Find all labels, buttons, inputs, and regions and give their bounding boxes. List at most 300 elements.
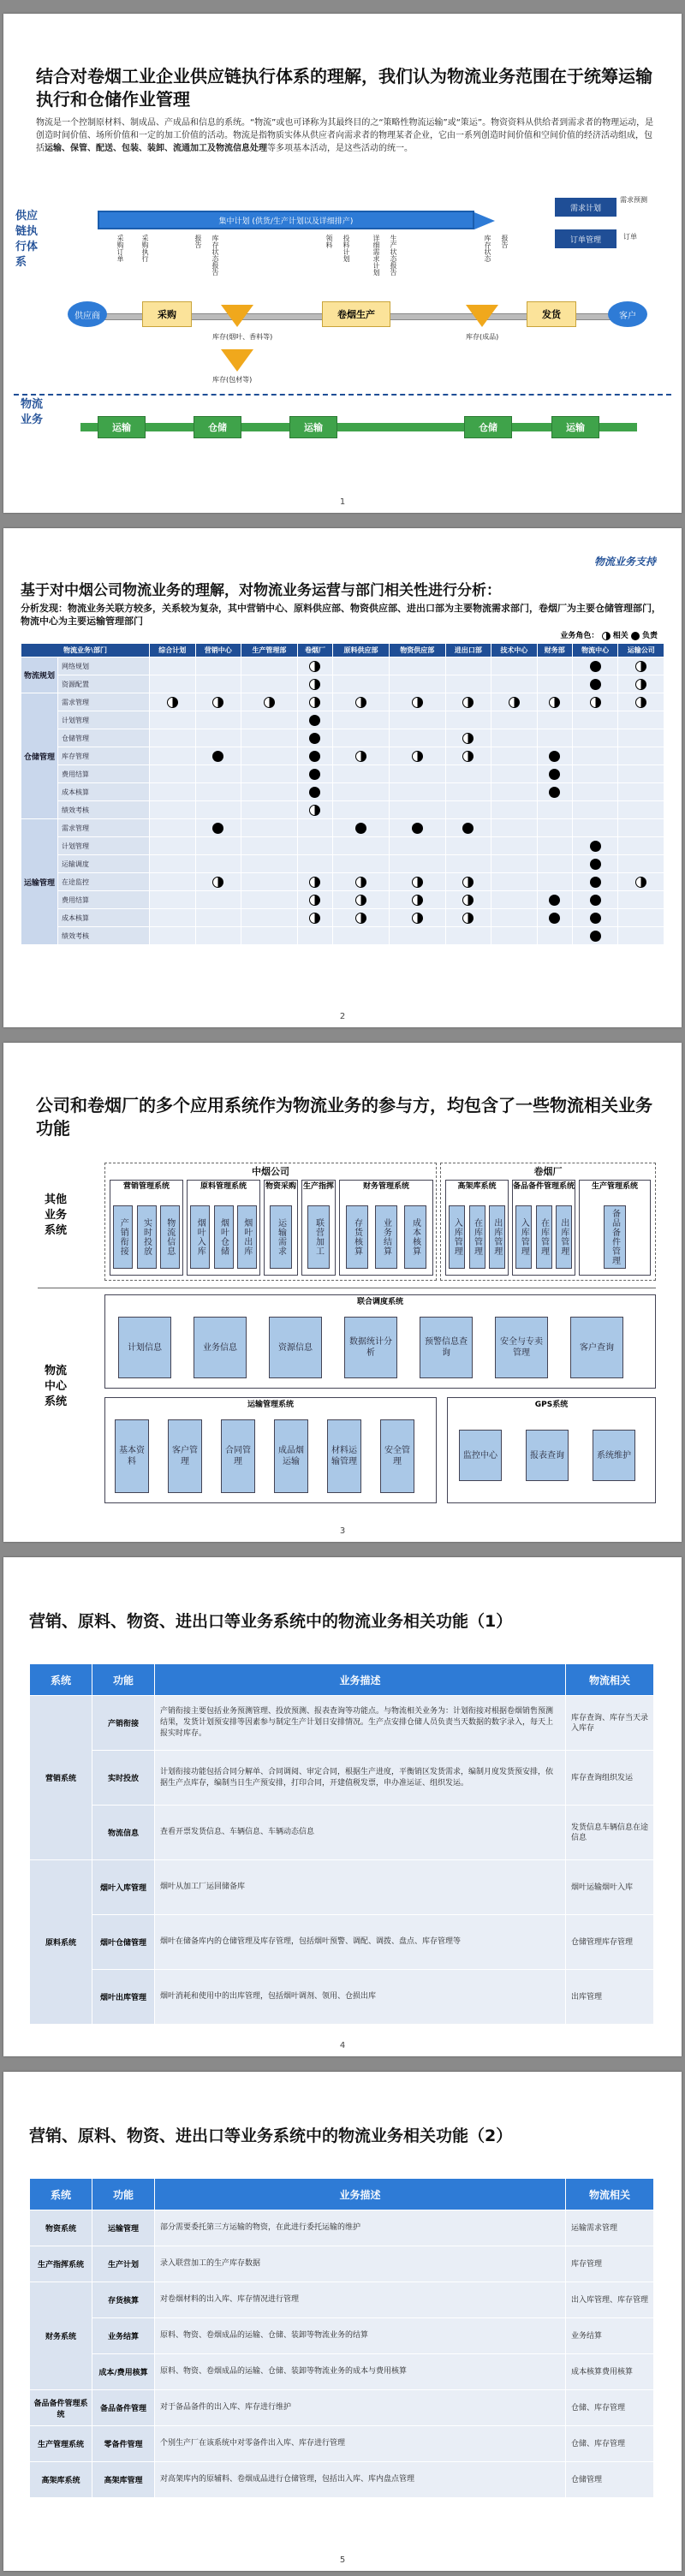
matrix-cell <box>445 729 491 747</box>
vlabel-picking: 领料 <box>325 235 333 248</box>
matrix-cell <box>297 801 332 819</box>
matrix-cell <box>333 675 390 693</box>
half-circle-icon <box>309 661 320 672</box>
matrix-cell <box>389 891 445 909</box>
dispatch-item: 资源信息 <box>269 1317 322 1378</box>
full-circle-icon <box>309 769 320 780</box>
matrix-cell <box>491 765 538 783</box>
full-circle-icon <box>309 733 320 744</box>
table-function-cell: 运输管理 <box>92 2210 155 2246</box>
matrix-cell <box>297 711 332 729</box>
table-row <box>30 1806 654 1860</box>
inventory-fg-label: 库存(成品) <box>466 333 499 341</box>
matrix-cell <box>241 765 298 783</box>
matrix-cell <box>445 873 491 891</box>
half-circle-icon <box>635 877 646 888</box>
matrix-cell <box>491 855 538 873</box>
matrix-cell <box>195 927 241 945</box>
matrix-row <box>21 693 664 711</box>
production-item: 联营加工 <box>307 1205 330 1269</box>
matrix-cell <box>150 729 196 747</box>
full-circle-icon <box>212 823 223 834</box>
slide-title: 营销、原料、物资、进出口等业务系统中的物流业务相关功能（1） <box>29 1612 513 1631</box>
matrix-cell <box>618 693 664 711</box>
matrix-cell <box>572 837 618 855</box>
matrix-cell <box>572 711 618 729</box>
marketing-system-title: 营销管理系统 <box>122 1182 170 1191</box>
matrix-cell <box>241 747 298 765</box>
matrix-cell <box>445 693 491 711</box>
matrix-cell <box>297 765 332 783</box>
page-number: 1 <box>339 497 346 507</box>
logistics-transport-3: 运输 <box>551 416 599 438</box>
slide-1 <box>3 14 682 513</box>
matrix-cell <box>491 837 538 855</box>
highbay-item: 入库管理 <box>449 1205 465 1269</box>
matrix-header-col: 技术中心 <box>491 644 538 657</box>
matrix-header-col: 生产管理部 <box>241 644 298 657</box>
logistics-transport-2: 运输 <box>289 416 337 438</box>
matrix-header-col: 进出口部 <box>445 644 491 657</box>
full-circle-icon <box>590 931 601 942</box>
zhongyan-label: 中烟公司 <box>252 1166 289 1177</box>
marketing-item: 产销衔接 <box>113 1205 133 1269</box>
matrix-cell <box>572 765 618 783</box>
label-logistics: 物流业务 <box>21 398 44 426</box>
matrix-cell <box>618 855 664 873</box>
matrix-cell <box>333 927 390 945</box>
vlabel-inventory-status: 库存状态 <box>484 235 491 262</box>
matrix-row <box>21 657 664 675</box>
matrix-cell <box>572 729 618 747</box>
matrix-cell <box>572 909 618 927</box>
matrix-cell <box>572 891 618 909</box>
matrix-cell <box>195 675 241 693</box>
table-row <box>30 2318 654 2354</box>
table-header: 物流相关 <box>566 1664 654 1696</box>
factory-box: 卷烟生产 <box>322 301 390 327</box>
half-circle-icon <box>635 661 646 672</box>
prodmgmt-system-title: 生产管理系统 <box>591 1182 638 1191</box>
matrix-cell <box>445 657 491 675</box>
full-circle-icon <box>549 913 560 924</box>
matrix-cell <box>150 801 196 819</box>
spare-item: 出库管理 <box>556 1205 572 1269</box>
matrix-header-col: 物流中心 <box>572 644 618 657</box>
matrix-cell <box>572 675 618 693</box>
divider-dashed <box>14 394 671 396</box>
matrix-cell <box>537 765 572 783</box>
matrix-row <box>21 819 664 837</box>
full-circle-icon <box>590 859 601 870</box>
marketing-item: 物流信息 <box>160 1205 180 1269</box>
matrix-cell <box>297 693 332 711</box>
matrix-cell <box>333 801 390 819</box>
matrix-cell <box>389 729 445 747</box>
matrix-row-label: 计划管理 <box>58 711 150 729</box>
half-circle-icon <box>462 697 474 708</box>
matrix-cell <box>195 729 241 747</box>
matrix-row-label: 绩效考核 <box>58 801 150 819</box>
table-header: 系统 <box>30 1664 92 1696</box>
raw-item: 烟叶入库 <box>190 1205 210 1269</box>
table-row <box>30 2390 654 2426</box>
full-circle-icon <box>549 895 560 906</box>
matrix-cell <box>297 675 332 693</box>
order-label: 订单 <box>623 233 637 241</box>
table-related-cell: 烟叶运输烟叶入库 <box>566 1860 654 1915</box>
vlabel-purchase-order: 采购订单 <box>116 235 124 262</box>
matrix-cell <box>491 747 538 765</box>
matrix-cell <box>195 657 241 675</box>
table-system-cell: 生产指挥系统 <box>30 2246 92 2282</box>
dispatch-item: 预警信息查询 <box>420 1317 473 1378</box>
matrix-cell <box>491 873 538 891</box>
matrix-cell <box>389 873 445 891</box>
prodmgmt-item: 备品备件管理 <box>604 1205 626 1269</box>
matrix-cell <box>389 909 445 927</box>
table-row <box>30 1696 654 1751</box>
matrix-cell <box>241 927 298 945</box>
highbay-item: 出库管理 <box>489 1205 505 1269</box>
matrix-cell <box>297 747 332 765</box>
highbay-system-title: 高架库系统 <box>457 1182 497 1191</box>
matrix-cell <box>572 873 618 891</box>
table-desc-cell: 个别生产厂在该系统中对零备件出入库、库存进行管理 <box>155 2426 566 2462</box>
gps-title: GPS系统 <box>534 1401 569 1409</box>
half-circle-icon <box>462 913 474 924</box>
table-desc-cell: 对于备品备件的出入库、库存进行维护 <box>155 2390 566 2426</box>
vlabel-report: 报告 <box>194 235 202 248</box>
matrix-cell <box>150 783 196 801</box>
matrix-row-label: 需求管理 <box>58 693 150 711</box>
matrix-cell <box>445 909 491 927</box>
matrix-row-label: 需求管理 <box>58 819 150 837</box>
matrix-cell <box>491 657 538 675</box>
matrix-cell <box>150 765 196 783</box>
table-desc-cell: 部分需要委托第三方运输的物资，在此进行委托运输的维护 <box>155 2210 566 2246</box>
table-function-cell: 高架库管理 <box>92 2462 155 2498</box>
table-desc-cell: 对高架库内的原辅料、卷烟成品进行仓储管理，包括出入库、库内盘点管理 <box>155 2462 566 2498</box>
half-circle-icon <box>412 877 423 888</box>
matrix-cell <box>333 891 390 909</box>
gps-item: 系统维护 <box>593 1430 635 1481</box>
matrix-cell <box>389 675 445 693</box>
half-circle-icon <box>602 632 611 640</box>
half-circle-icon <box>167 697 178 708</box>
half-circle-icon <box>355 877 366 888</box>
matrix-cell <box>537 873 572 891</box>
table-header: 系统 <box>30 2179 92 2210</box>
transport-item: 安全管理 <box>380 1419 414 1493</box>
slide-title: 结合对卷烟工业企业供应链执行体系的理解，我们认为物流业务范围在于统筹运输执行和仓储作业管理 <box>36 66 652 110</box>
matrix-cell <box>491 693 538 711</box>
table-related-cell: 库存查询、库存当天录入库存 <box>566 1696 654 1751</box>
half-circle-icon <box>462 895 474 906</box>
matrix-cell <box>333 711 390 729</box>
matrix-cell <box>389 819 445 837</box>
matrix-cell <box>150 657 196 675</box>
table-related-cell: 库存查询组织发运 <box>566 1751 654 1806</box>
matrix-cell <box>333 819 390 837</box>
matrix-row-label: 运输调度 <box>58 855 150 873</box>
matrix-row-label: 资源配置 <box>58 675 150 693</box>
matrix-row-label: 仓储管理 <box>58 729 150 747</box>
table-system-cell: 财务系统 <box>30 2282 92 2390</box>
matrix-cell <box>491 801 538 819</box>
matrix-cell <box>445 927 491 945</box>
half-circle-icon <box>264 697 275 708</box>
juanyan-label: 卷烟厂 <box>533 1166 563 1177</box>
gps-item: 报表查询 <box>526 1430 569 1481</box>
matrix-cell <box>241 837 298 855</box>
inventory-raw-label: 库存(烟叶、香料等) <box>212 333 273 341</box>
full-circle-icon <box>590 661 601 672</box>
table-function-cell: 产销衔接 <box>92 1696 155 1751</box>
label-center-systems: 物流中心系统 <box>45 1365 68 1408</box>
matrix-cell <box>537 711 572 729</box>
matrix-cell <box>618 747 664 765</box>
table-related-cell: 出库管理 <box>566 1970 654 2025</box>
table-header: 业务描述 <box>155 2179 566 2210</box>
table-header: 功能 <box>92 2179 155 2210</box>
table-desc-cell: 计划衔接功能包括合同分解单、合同调阅、审定合同，根据生产进度，平衡销区发货需求，编制月度发货预安排，依据生产点库存，编制当日生产预安排，打印合同，开建值税发票，申办准运证、组织发运。 <box>155 1751 566 1806</box>
table-desc-cell: 产销衔接主要包括业务预测管理、投放预测、报表查询等功能点。与物流相关业务为：计划衔接对根据卷烟销售预测结果，发货计划预安排等因素参与制定生产计划日安排情况。生产点安排仓储人员负责当天数据的数字录入，每天上报实时库存。 <box>155 1696 566 1751</box>
functions-table-2 <box>29 2178 654 2498</box>
slide-tag: 物流业务支持 <box>593 556 656 568</box>
table-system-cell: 营销系统 <box>30 1696 92 1860</box>
customer-node: 客户 <box>608 301 647 327</box>
plan-arrow <box>474 212 495 229</box>
matrix-row <box>21 747 664 765</box>
full-circle-icon <box>212 751 223 762</box>
matrix-cell <box>195 765 241 783</box>
slide-4 <box>3 1557 682 2056</box>
matrix-cell <box>445 783 491 801</box>
matrix-cell <box>195 837 241 855</box>
matrix-cell <box>537 801 572 819</box>
transport-item: 合同管理 <box>221 1419 255 1493</box>
matrix-cell <box>445 801 491 819</box>
dispatch-title: 联合调度系统 <box>356 1298 403 1306</box>
raw-item: 烟叶仓储 <box>214 1205 234 1269</box>
matrix-cell <box>241 675 298 693</box>
table-function-cell: 物流信息 <box>92 1806 155 1860</box>
matrix-cell <box>618 801 664 819</box>
matrix-row <box>21 837 664 855</box>
matrix-cell <box>241 783 298 801</box>
table-related-cell: 发货信息车辆信息在途信息 <box>566 1806 654 1860</box>
matrix-cell <box>445 837 491 855</box>
matrix-row <box>21 891 664 909</box>
matrix-cell <box>491 711 538 729</box>
vlabel-production-report: 生产状态报告 <box>390 235 397 276</box>
table-function-cell: 烟叶仓储管理 <box>92 1915 155 1970</box>
matrix-cell <box>150 747 196 765</box>
matrix-header-corner: 物流业务\部门 <box>21 644 150 657</box>
matrix-row-label: 成本核算 <box>58 783 150 801</box>
slide-title: 基于对中烟公司物流业务的理解，对物流业务运营与部门相关性进行分析： <box>21 582 501 599</box>
half-circle-icon <box>355 751 366 762</box>
matrix-cell <box>537 693 572 711</box>
procure-box: 采购 <box>142 301 192 327</box>
vlabel-inventory-report: 库存状态报告 <box>211 235 219 276</box>
table-related-cell: 出入库管理、库存管理 <box>566 2282 654 2318</box>
gps-item: 监控中心 <box>459 1430 502 1481</box>
matrix-row-label: 网络规划 <box>58 657 150 675</box>
matrix-cell <box>389 855 445 873</box>
matrix-header-col: 卷烟厂 <box>297 644 332 657</box>
matrix-row <box>21 783 664 801</box>
matrix-cell <box>241 891 298 909</box>
marketing-item: 实时投放 <box>137 1205 157 1269</box>
order-mgmt-box: 订单管理 <box>555 229 616 248</box>
matrix-cell <box>572 657 618 675</box>
slide-title: 营销、原料、物资、进出口等业务系统中的物流业务相关功能（2） <box>29 2127 513 2145</box>
legend: 业务角色： 相关 负责 <box>560 632 658 640</box>
transport-title: 运输管理系统 <box>247 1401 294 1409</box>
half-circle-icon <box>462 733 474 744</box>
matrix-cell <box>150 891 196 909</box>
matrix-cell <box>572 819 618 837</box>
matrix-cell <box>618 675 664 693</box>
matrix-cell <box>333 729 390 747</box>
matrix-cell <box>241 819 298 837</box>
matrix-cell <box>241 657 298 675</box>
matrix-row-label: 费用结算 <box>58 891 150 909</box>
matrix-cell <box>389 693 445 711</box>
raw-system-title: 原料管理系统 <box>200 1182 247 1191</box>
table-header: 功能 <box>92 1664 155 1696</box>
matrix-cell <box>537 783 572 801</box>
matrix-cell <box>333 747 390 765</box>
full-circle-icon <box>590 913 601 924</box>
half-circle-icon <box>309 877 320 888</box>
matrix-cell <box>241 801 298 819</box>
matrix-cell <box>150 837 196 855</box>
slide-2 <box>3 528 682 1027</box>
matrix-cell <box>491 675 538 693</box>
half-circle-icon <box>462 877 474 888</box>
table-row <box>30 2282 654 2318</box>
half-circle-icon <box>212 697 223 708</box>
matrix-row <box>21 909 664 927</box>
matrix-cell <box>537 855 572 873</box>
dispatch-item: 客户查询 <box>570 1317 623 1378</box>
table-related-cell: 业务结算 <box>566 2318 654 2354</box>
transport-item: 客户管理 <box>168 1419 202 1493</box>
matrix-cell <box>150 855 196 873</box>
half-circle-icon <box>309 697 320 708</box>
half-circle-icon <box>635 679 646 690</box>
table-function-cell: 存货核算 <box>92 2282 155 2318</box>
matrix-header-col: 原料供应部 <box>333 644 390 657</box>
table-row <box>30 2246 654 2282</box>
table-function-cell: 备品备件管理 <box>92 2390 155 2426</box>
table-system-cell: 高架库系统 <box>30 2462 92 2498</box>
matrix-cell <box>389 927 445 945</box>
matrix-row <box>21 765 664 783</box>
inventory-triangle-fg <box>466 305 498 327</box>
slide-5 <box>3 2072 682 2571</box>
supplier-node: 供应商 <box>68 301 107 327</box>
matrix-cell <box>297 819 332 837</box>
matrix-cell <box>445 711 491 729</box>
full-circle-icon <box>590 679 601 690</box>
table-desc-cell: 烟叶消耗和使用中的出库管理，包括烟叶调剂、领用、仓损出库 <box>155 1970 566 2025</box>
matrix-header-col: 运输公司 <box>618 644 664 657</box>
matrix-cell <box>195 693 241 711</box>
logistics-storage-1: 仓储 <box>194 416 241 438</box>
full-circle-icon <box>412 823 423 834</box>
table-desc-cell: 原料、物资、卷烟成品的运输、仓储、装卸等物流业务的结算 <box>155 2318 566 2354</box>
matrix-cell <box>537 909 572 927</box>
spare-item: 在库管理 <box>536 1205 552 1269</box>
matrix-cell <box>241 729 298 747</box>
table-system-cell: 备品备件管理系统 <box>30 2390 92 2426</box>
table-row <box>30 1751 654 1806</box>
central-plan-bar: 集中计划 (供货/生产计划以及详细排产) <box>98 211 474 229</box>
matrix-row <box>21 675 664 693</box>
slide-subtitle: 分析发现：物流业务关联方较多，关系较为复杂，其中营销中心、原料供应部、物资供应部、进出口部为主要物流需求部门，卷烟厂为主要仓储管理部门，物流中心为主要运输管理部门 <box>21 603 661 627</box>
matrix-cell <box>241 855 298 873</box>
finance-item: 业务结算 <box>375 1205 397 1269</box>
table-row <box>30 1970 654 2025</box>
matrix-cell <box>389 711 445 729</box>
table-desc-cell: 烟叶在储备库内的仓储管理及库存管理，包括烟叶预警、调配、调拨、盘点、库存管理等 <box>155 1915 566 1970</box>
matrix-cell <box>572 747 618 765</box>
matrix-row <box>21 927 664 945</box>
slide-3 <box>3 1043 682 1542</box>
matrix-cell <box>297 891 332 909</box>
table-row <box>30 1860 654 1915</box>
matrix-row-label: 在途监控 <box>58 873 150 891</box>
inventory-triangle-1 <box>221 305 253 327</box>
half-circle-icon <box>212 877 223 888</box>
matrix-cell <box>150 927 196 945</box>
matrix-cell <box>241 693 298 711</box>
matrix-cell <box>445 747 491 765</box>
dept-matrix-table <box>21 643 664 945</box>
matrix-cell <box>297 837 332 855</box>
matrix-cell <box>389 837 445 855</box>
finance-item: 存货核算 <box>346 1205 368 1269</box>
matrix-cell <box>297 729 332 747</box>
table-desc-cell: 烟叶从加工厂运回储备库 <box>155 1860 566 1915</box>
matrix-cell <box>445 675 491 693</box>
page-number: 5 <box>339 2555 346 2565</box>
matrix-cell <box>618 765 664 783</box>
full-circle-icon <box>462 823 474 834</box>
matrix-cell <box>491 783 538 801</box>
vlabel-report-2: 报告 <box>501 235 509 248</box>
matrix-cell <box>195 711 241 729</box>
inventory-pkg-label: 库存(包材等) <box>212 376 253 384</box>
half-circle-icon <box>590 697 601 708</box>
table-row <box>30 2210 654 2246</box>
vlabel-detail-plan: 详细需求计划 <box>372 235 380 276</box>
matrix-cell <box>333 783 390 801</box>
table-related-cell: 仓储管理库存管理 <box>566 1915 654 1970</box>
full-circle-icon <box>590 841 601 852</box>
dispatch-item: 安全与专卖管理 <box>495 1317 548 1378</box>
matrix-cell <box>333 693 390 711</box>
slide-body: 物流是一个控制原材料、制成品、产成品和信息的系统。“物流”或也可译称为其最终目的之“策略性物流运输”或“策运”。物资资料从供给者到需求者的物理运动，是创造时间价值、场所价值和一定的加工价值的活动。物流是指物质实体从供应者向需求者的物理某者企业，它由一系列创造时间价值和空间价值的经济活动组成，包括运输、保管、配送、包装、装卸、流通加工及物流信息处理等多项基本活动，是这些活动的统一。 <box>36 118 654 153</box>
matrix-cell <box>297 927 332 945</box>
full-circle-icon <box>549 787 560 798</box>
half-circle-icon <box>355 913 366 924</box>
matrix-cell <box>618 891 664 909</box>
